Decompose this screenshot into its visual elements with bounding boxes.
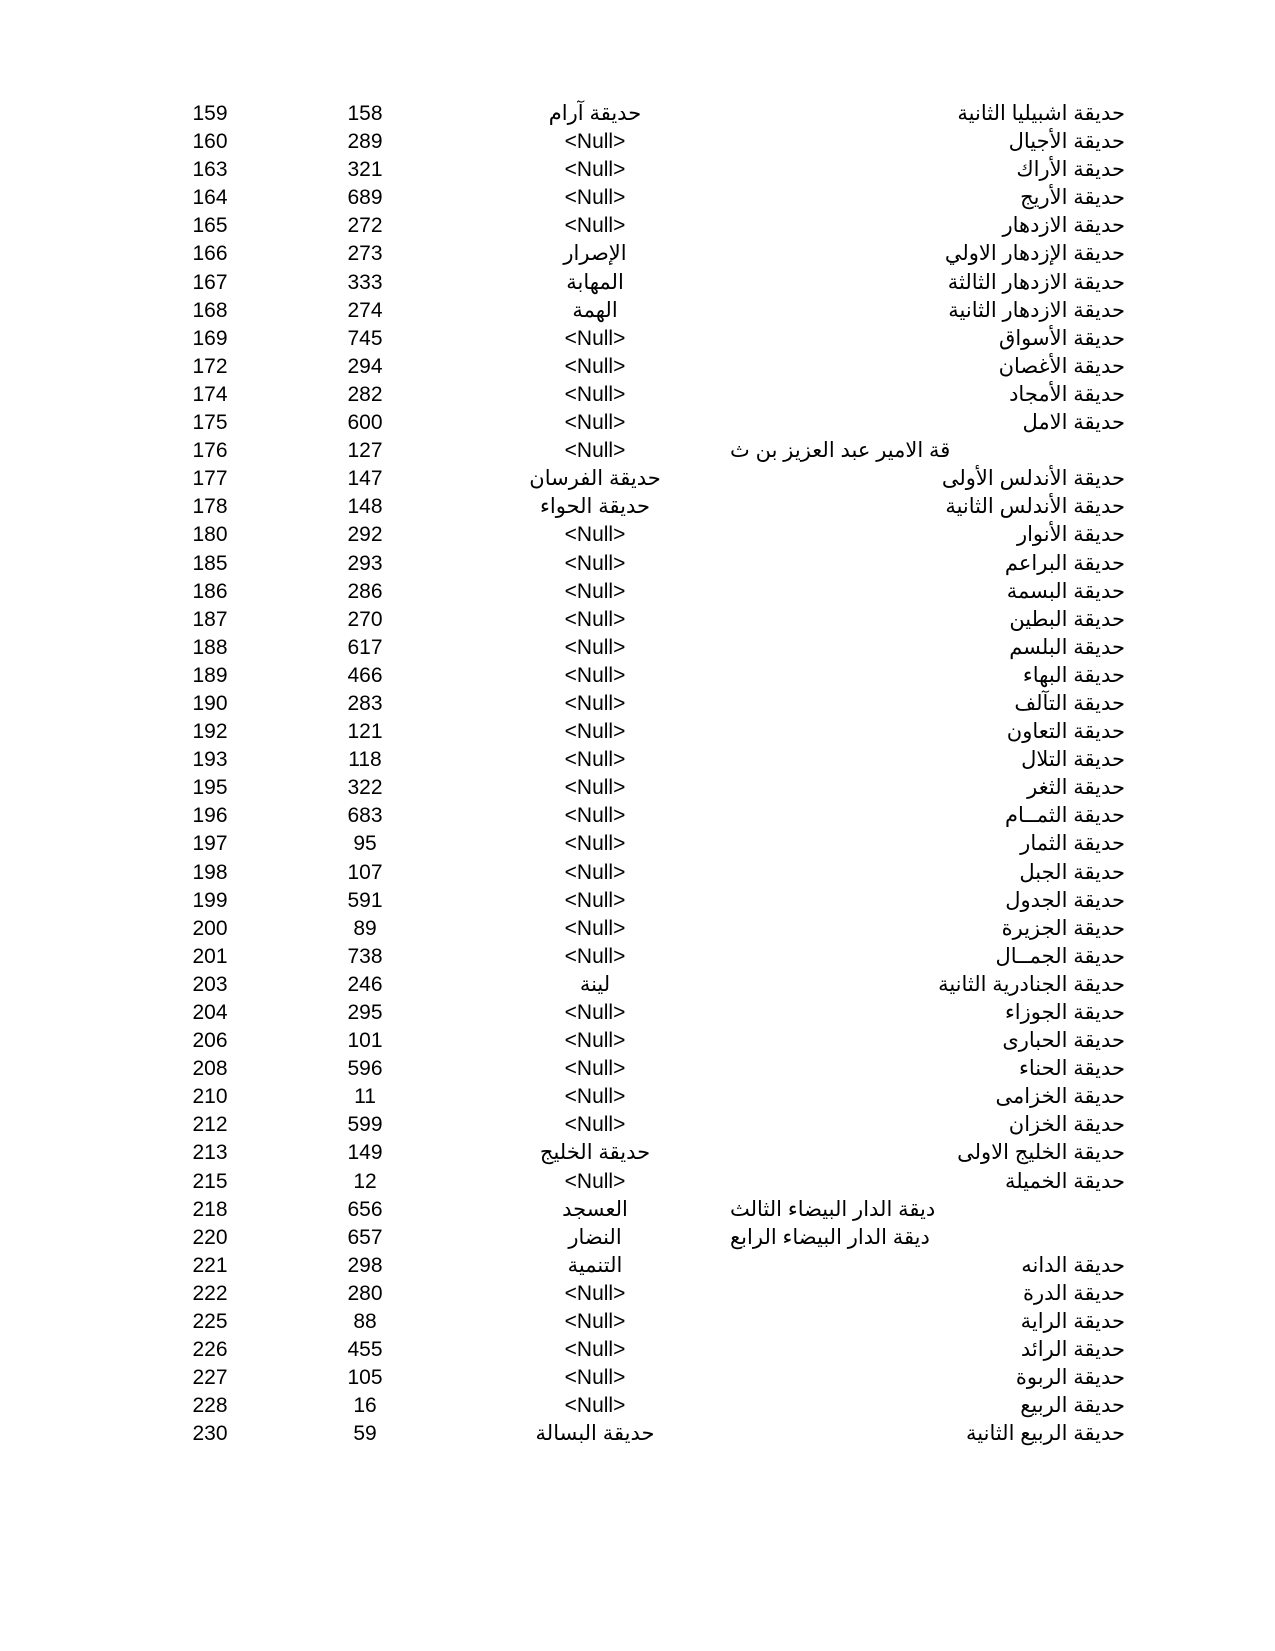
table-row bbox=[150, 437, 1125, 465]
record-number-cell: 105 bbox=[347, 1366, 383, 1390]
record-name-cell: حديقة التآلف bbox=[1014, 691, 1125, 715]
record-name-cell: حديقة البراعم bbox=[1004, 551, 1125, 575]
record-number-cell: 101 bbox=[347, 1029, 383, 1053]
record-number-cell: 591 bbox=[347, 888, 383, 912]
record-number-cell: 294 bbox=[347, 354, 383, 378]
record-alt-name-cell bbox=[460, 999, 730, 1027]
record-name-text: ديقة الدار البيضاء الرابع bbox=[730, 1225, 930, 1249]
table-row bbox=[150, 1280, 1125, 1308]
null-value: <Null> bbox=[564, 1338, 626, 1362]
record-alt-name-cell bbox=[460, 690, 730, 718]
record-id-cell: 212 bbox=[192, 1113, 228, 1137]
record-number-cell: 455 bbox=[347, 1338, 383, 1362]
record-id-cell: 165 bbox=[192, 214, 228, 238]
record-id-cell: 185 bbox=[192, 551, 228, 575]
record-name-cell: حديقة الربيع الثانية bbox=[966, 1422, 1125, 1446]
table-row bbox=[150, 1168, 1125, 1196]
null-value: <Null> bbox=[564, 635, 626, 659]
record-name-cell bbox=[730, 437, 1125, 465]
record-id-cell: 227 bbox=[192, 1366, 228, 1390]
record-name-cell: حديقة الجنادرية الثانية bbox=[938, 972, 1125, 996]
null-value: <Null> bbox=[564, 663, 626, 687]
record-id-cell: 187 bbox=[192, 607, 228, 631]
null-value: <Null> bbox=[564, 214, 626, 238]
record-alt-name-cell bbox=[460, 1027, 730, 1055]
record-name-cell: حديقة الجوزاء bbox=[1004, 1001, 1125, 1024]
table-row bbox=[150, 1364, 1125, 1392]
record-number-cell: 89 bbox=[353, 916, 377, 940]
record-id-cell: 169 bbox=[192, 326, 228, 350]
record-name-cell: حديقة الأندلس الثانية bbox=[945, 495, 1125, 519]
record-alt-name-cell: الإصرار bbox=[563, 242, 627, 266]
record-id-cell: 172 bbox=[192, 354, 228, 378]
record-id-cell: 178 bbox=[192, 495, 228, 519]
record-number-cell: 12 bbox=[353, 1169, 377, 1193]
record-name-cell bbox=[730, 1196, 1125, 1224]
record-number-cell: 298 bbox=[347, 1253, 383, 1277]
null-value: <Null> bbox=[564, 579, 626, 603]
record-name-cell: حديقة الأنوار bbox=[1016, 523, 1125, 547]
record-number-cell: 95 bbox=[353, 832, 377, 856]
record-id-cell: 206 bbox=[192, 1029, 228, 1053]
record-id-cell: 204 bbox=[192, 1001, 228, 1024]
null-value: <Null> bbox=[564, 186, 626, 210]
record-alt-name-cell bbox=[460, 325, 730, 353]
record-number-cell: 656 bbox=[347, 1197, 383, 1221]
null-value: <Null> bbox=[564, 551, 626, 575]
record-id-cell: 192 bbox=[192, 720, 228, 744]
null-value: <Null> bbox=[564, 1057, 626, 1081]
null-value: <Null> bbox=[564, 1113, 626, 1137]
record-number-cell: 149 bbox=[347, 1141, 383, 1165]
record-number-cell: 333 bbox=[347, 270, 383, 294]
null-value: <Null> bbox=[564, 607, 626, 631]
record-alt-name-cell bbox=[460, 521, 730, 549]
record-id-cell: 189 bbox=[192, 663, 228, 687]
record-alt-name-cell bbox=[460, 830, 730, 858]
table-row bbox=[150, 690, 1125, 718]
record-alt-name-cell bbox=[460, 1055, 730, 1083]
record-number-cell: 745 bbox=[347, 326, 383, 350]
record-name-cell: حديقة الجبل bbox=[1019, 860, 1125, 884]
record-number-cell: 289 bbox=[347, 130, 383, 154]
record-id-cell: 177 bbox=[192, 467, 228, 491]
table-row bbox=[150, 240, 1125, 268]
null-value: <Null> bbox=[564, 691, 626, 715]
record-alt-name-cell bbox=[460, 437, 730, 465]
table-row bbox=[150, 830, 1125, 858]
record-id-cell: 176 bbox=[192, 439, 228, 463]
record-name-cell: حديقة الخزان bbox=[1008, 1113, 1125, 1137]
null-value: <Null> bbox=[564, 523, 626, 547]
table-row bbox=[150, 999, 1125, 1027]
record-alt-name-cell bbox=[460, 353, 730, 381]
record-alt-name-cell bbox=[460, 718, 730, 746]
table-row bbox=[150, 550, 1125, 578]
record-alt-name-cell bbox=[460, 943, 730, 971]
record-name-cell: حديقة البهاء bbox=[1022, 663, 1125, 687]
table-row bbox=[150, 128, 1125, 156]
record-name-cell: حديقة التلال bbox=[1021, 748, 1125, 772]
null-value: <Null> bbox=[564, 382, 626, 406]
record-number-cell: 158 bbox=[347, 102, 383, 125]
record-name-cell: حديقة الخليج الاولى bbox=[957, 1141, 1125, 1165]
record-name-cell: حديقة الرائد bbox=[1020, 1338, 1125, 1362]
record-id-cell: 221 bbox=[192, 1253, 228, 1277]
record-name-cell: حديقة الجزيرة bbox=[1001, 916, 1125, 940]
record-name-cell: حديقة الدرة bbox=[1023, 1281, 1125, 1305]
null-value: <Null> bbox=[564, 776, 626, 800]
record-alt-name-cell bbox=[460, 1364, 730, 1392]
table-row bbox=[150, 943, 1125, 971]
record-id-cell: 198 bbox=[192, 860, 228, 884]
record-alt-name-cell bbox=[460, 409, 730, 437]
record-id-cell: 222 bbox=[192, 1281, 228, 1305]
record-number-cell: 600 bbox=[347, 411, 383, 435]
record-number-cell: 293 bbox=[347, 551, 383, 575]
record-id-cell: 230 bbox=[192, 1422, 228, 1446]
record-id-cell: 193 bbox=[192, 748, 228, 772]
record-id-cell: 166 bbox=[192, 242, 228, 266]
record-name-cell: حديقة الربيع bbox=[1020, 1394, 1125, 1418]
record-id-cell: 213 bbox=[192, 1141, 228, 1165]
record-name-cell: حديقة الحناء bbox=[1019, 1057, 1125, 1081]
record-id-cell: 201 bbox=[192, 944, 228, 968]
record-alt-name-cell: حديقة آرام bbox=[548, 102, 642, 125]
null-value: <Null> bbox=[564, 888, 626, 912]
record-number-cell: 321 bbox=[347, 158, 383, 182]
record-number-cell: 689 bbox=[347, 186, 383, 210]
table-row bbox=[150, 212, 1125, 240]
record-name-cell: حديقة البطين bbox=[1009, 607, 1125, 631]
table-row bbox=[150, 156, 1125, 184]
record-name-cell: حديقة الدانه bbox=[1021, 1253, 1125, 1277]
record-name-cell: حديقة الثغر bbox=[1027, 776, 1125, 800]
null-value: <Null> bbox=[564, 1281, 626, 1305]
record-alt-name-cell: حديقة الحواء bbox=[540, 495, 650, 519]
table-row bbox=[150, 1308, 1125, 1336]
null-value: <Null> bbox=[564, 326, 626, 350]
record-name-cell: حديقة الراية bbox=[1020, 1310, 1125, 1334]
record-alt-name-cell bbox=[460, 606, 730, 634]
record-name-cell: حديقة الأمجاد bbox=[1009, 382, 1125, 406]
record-name-cell: حديقة الخميلة bbox=[1004, 1169, 1125, 1193]
record-number-cell: 283 bbox=[347, 691, 383, 715]
record-name-cell: حديقة الأريج bbox=[1020, 186, 1125, 210]
record-name-cell: حديقة الحبارى bbox=[1002, 1029, 1125, 1053]
record-number-cell: 466 bbox=[347, 663, 383, 687]
record-name-cell: حديقة الجمــال bbox=[995, 944, 1125, 968]
record-number-cell: 273 bbox=[347, 242, 383, 266]
null-value: <Null> bbox=[564, 130, 626, 154]
table-row bbox=[150, 634, 1125, 662]
record-alt-name-cell bbox=[460, 1280, 730, 1308]
record-name-cell: حديقة الازدهار الثانية bbox=[948, 298, 1125, 322]
record-id-cell: 163 bbox=[192, 158, 228, 182]
table-row bbox=[150, 1392, 1125, 1420]
null-value: <Null> bbox=[564, 748, 626, 772]
table-row bbox=[150, 521, 1125, 549]
record-name-cell: حديقة الأندلس الأولى bbox=[941, 467, 1125, 491]
record-alt-name-cell bbox=[460, 662, 730, 690]
record-name-cell: حديقة البلسم bbox=[1009, 635, 1125, 659]
record-alt-name-cell bbox=[460, 746, 730, 774]
record-number-cell: 295 bbox=[347, 1001, 383, 1024]
null-value: <Null> bbox=[564, 860, 626, 884]
record-alt-name-cell: حديقة الفرسان bbox=[529, 467, 661, 491]
table-row bbox=[150, 184, 1125, 212]
record-number-cell: 617 bbox=[347, 635, 383, 659]
table-row bbox=[150, 100, 1125, 128]
record-id-cell: 225 bbox=[192, 1310, 228, 1334]
record-alt-name-cell bbox=[460, 802, 730, 830]
record-alt-name-cell: حديقة البسالة bbox=[535, 1422, 655, 1446]
record-alt-name-cell: العسجد bbox=[562, 1197, 628, 1221]
record-number-cell: 11 bbox=[354, 1085, 376, 1109]
record-number-cell: 121 bbox=[347, 720, 383, 744]
record-id-cell: 210 bbox=[192, 1085, 228, 1109]
record-name-cell: حديقة الأراك bbox=[1016, 158, 1125, 182]
null-value: <Null> bbox=[564, 158, 626, 182]
table-row bbox=[150, 1111, 1125, 1139]
record-id-cell: 200 bbox=[192, 916, 228, 940]
record-id-cell: 215 bbox=[192, 1169, 228, 1193]
record-id-cell: 226 bbox=[192, 1338, 228, 1362]
record-number-cell: 292 bbox=[347, 523, 383, 547]
record-number-cell: 683 bbox=[347, 804, 383, 828]
record-id-cell: 168 bbox=[192, 298, 228, 322]
null-value: <Null> bbox=[564, 411, 626, 435]
record-id-cell: 203 bbox=[192, 972, 228, 996]
table-row bbox=[150, 493, 1125, 521]
table-row bbox=[150, 1252, 1125, 1280]
table-row bbox=[150, 1224, 1125, 1252]
record-id-cell: 220 bbox=[192, 1225, 228, 1249]
record-alt-name-cell: الهمة bbox=[572, 298, 618, 322]
table-row bbox=[150, 409, 1125, 437]
record-number-cell: 59 bbox=[353, 1422, 377, 1446]
record-alt-name-cell: النضار bbox=[568, 1225, 622, 1249]
table-row bbox=[150, 1083, 1125, 1111]
record-number-cell: 280 bbox=[347, 1281, 383, 1305]
record-number-cell: 274 bbox=[347, 298, 383, 322]
table-row bbox=[150, 662, 1125, 690]
record-id-cell: 167 bbox=[192, 270, 228, 294]
record-id-cell: 197 bbox=[192, 832, 228, 856]
record-id-cell: 160 bbox=[192, 130, 228, 154]
record-name-cell: حديقة الأجيال bbox=[1008, 130, 1125, 154]
record-name-cell: حديقة الازدهار bbox=[1002, 214, 1125, 238]
record-id-cell: 228 bbox=[192, 1394, 228, 1418]
record-alt-name-cell bbox=[460, 578, 730, 606]
null-value: <Null> bbox=[564, 1085, 626, 1109]
null-value: <Null> bbox=[564, 1029, 626, 1053]
record-name-cell: حديقة الثمــام bbox=[1005, 804, 1125, 828]
record-number-cell: 148 bbox=[347, 495, 383, 519]
table-row bbox=[150, 1027, 1125, 1055]
record-number-cell: 127 bbox=[347, 439, 383, 463]
record-number-cell: 286 bbox=[347, 579, 383, 603]
record-alt-name-cell bbox=[460, 915, 730, 943]
record-id-cell: 164 bbox=[192, 186, 228, 210]
null-value: <Null> bbox=[564, 944, 626, 968]
records-table bbox=[150, 100, 1125, 1449]
record-number-cell: 88 bbox=[353, 1310, 377, 1334]
record-alt-name-cell bbox=[460, 859, 730, 887]
record-alt-name-cell bbox=[460, 128, 730, 156]
record-name-cell: حديقة البسمة bbox=[1006, 579, 1125, 603]
table-row bbox=[150, 353, 1125, 381]
record-id-cell: 175 bbox=[192, 411, 228, 435]
record-id-cell: 208 bbox=[192, 1057, 228, 1081]
record-alt-name-cell: حديقة الخليج bbox=[539, 1141, 651, 1165]
record-id-cell: 199 bbox=[192, 888, 228, 912]
table-row bbox=[150, 971, 1125, 999]
record-name-cell: حديقة الخزامى bbox=[995, 1085, 1125, 1109]
record-name-cell: حديقة اشبيليا الثانية bbox=[957, 102, 1125, 125]
record-alt-name-cell bbox=[460, 381, 730, 409]
null-value: <Null> bbox=[564, 1310, 626, 1334]
record-alt-name-cell bbox=[460, 887, 730, 915]
record-id-cell: 180 bbox=[192, 523, 228, 547]
record-number-cell: 596 bbox=[347, 1057, 383, 1081]
table-row bbox=[150, 887, 1125, 915]
table-row bbox=[150, 718, 1125, 746]
record-number-cell: 107 bbox=[347, 860, 383, 884]
record-number-cell: 118 bbox=[348, 748, 382, 772]
null-value: <Null> bbox=[564, 916, 626, 940]
null-value: <Null> bbox=[564, 804, 626, 828]
record-id-cell: 188 bbox=[192, 635, 228, 659]
record-id-cell: 174 bbox=[192, 382, 228, 406]
table-row bbox=[150, 297, 1125, 325]
record-number-cell: 270 bbox=[347, 607, 383, 631]
record-name-cell: حديقة الأغصان bbox=[998, 354, 1125, 378]
table-row bbox=[150, 915, 1125, 943]
record-name-cell: حديقة الجدول bbox=[1005, 888, 1125, 912]
record-alt-name-cell: لينة bbox=[579, 972, 611, 996]
table-row bbox=[150, 1336, 1125, 1364]
null-value: <Null> bbox=[564, 439, 626, 463]
record-name-cell: حديقة الأسواق bbox=[999, 326, 1125, 350]
record-alt-name-cell bbox=[460, 1308, 730, 1336]
table-row bbox=[150, 269, 1125, 297]
record-number-cell: 16 bbox=[353, 1394, 377, 1418]
record-number-cell: 738 bbox=[347, 944, 383, 968]
record-name-cell: حديقة الازدهار الثالثة bbox=[947, 270, 1125, 294]
record-id-cell: 186 bbox=[192, 579, 228, 603]
record-id-cell: 190 bbox=[192, 691, 228, 715]
table-row bbox=[150, 1055, 1125, 1083]
record-name-text: قة الامير عبد العزيز بن ث bbox=[730, 439, 951, 463]
record-name-cell: حديقة الإزدهار الاولي bbox=[944, 242, 1125, 266]
record-number-cell: 599 bbox=[347, 1113, 383, 1137]
record-alt-name-cell: التنمية bbox=[567, 1253, 623, 1277]
record-id-cell: 195 bbox=[192, 776, 228, 800]
record-alt-name-cell bbox=[460, 212, 730, 240]
table-row bbox=[150, 1139, 1125, 1167]
null-value: <Null> bbox=[564, 1169, 626, 1193]
null-value: <Null> bbox=[564, 354, 626, 378]
record-name-cell: حديقة التعاون bbox=[1006, 720, 1125, 744]
record-alt-name-cell bbox=[460, 634, 730, 662]
record-alt-name-cell bbox=[460, 774, 730, 802]
record-number-cell: 282 bbox=[347, 382, 383, 406]
table-row bbox=[150, 746, 1125, 774]
table-row bbox=[150, 325, 1125, 353]
record-number-cell: 322 bbox=[347, 776, 383, 800]
table-row bbox=[150, 1196, 1125, 1224]
record-name-cell: حديقة الربوة bbox=[1015, 1366, 1125, 1390]
record-id-cell: 218 bbox=[192, 1197, 228, 1221]
null-value: <Null> bbox=[564, 1394, 626, 1418]
record-alt-name-cell bbox=[460, 1336, 730, 1364]
record-id-cell: 196 bbox=[192, 804, 228, 828]
record-name-text: ديقة الدار البيضاء الثالث bbox=[730, 1197, 936, 1221]
record-alt-name-cell: المهابة bbox=[566, 270, 624, 294]
record-number-cell: 272 bbox=[347, 214, 383, 238]
table-row bbox=[150, 802, 1125, 830]
record-name-cell: حديقة الثمار bbox=[1020, 832, 1125, 856]
null-value: <Null> bbox=[564, 832, 626, 856]
null-value: <Null> bbox=[564, 1366, 626, 1390]
record-alt-name-cell bbox=[460, 1392, 730, 1420]
record-number-cell: 147 bbox=[347, 467, 383, 491]
table-row bbox=[150, 859, 1125, 887]
record-alt-name-cell bbox=[460, 184, 730, 212]
records-table-body bbox=[150, 100, 1125, 1449]
table-row bbox=[150, 578, 1125, 606]
record-alt-name-cell bbox=[460, 1111, 730, 1139]
table-row bbox=[150, 606, 1125, 634]
record-alt-name-cell bbox=[460, 156, 730, 184]
table-row bbox=[150, 465, 1125, 493]
null-value: <Null> bbox=[564, 720, 626, 744]
record-alt-name-cell bbox=[460, 1083, 730, 1111]
record-alt-name-cell bbox=[460, 1168, 730, 1196]
record-name-cell: حديقة الامل bbox=[1022, 411, 1125, 435]
record-name-cell bbox=[730, 1224, 1125, 1252]
record-number-cell: 246 bbox=[347, 972, 383, 996]
table-row bbox=[150, 1420, 1125, 1448]
table-row bbox=[150, 774, 1125, 802]
record-id-cell: 159 bbox=[192, 102, 228, 125]
record-number-cell: 657 bbox=[347, 1225, 383, 1249]
record-alt-name-cell bbox=[460, 550, 730, 578]
table-row bbox=[150, 381, 1125, 409]
null-value: <Null> bbox=[564, 1001, 626, 1024]
